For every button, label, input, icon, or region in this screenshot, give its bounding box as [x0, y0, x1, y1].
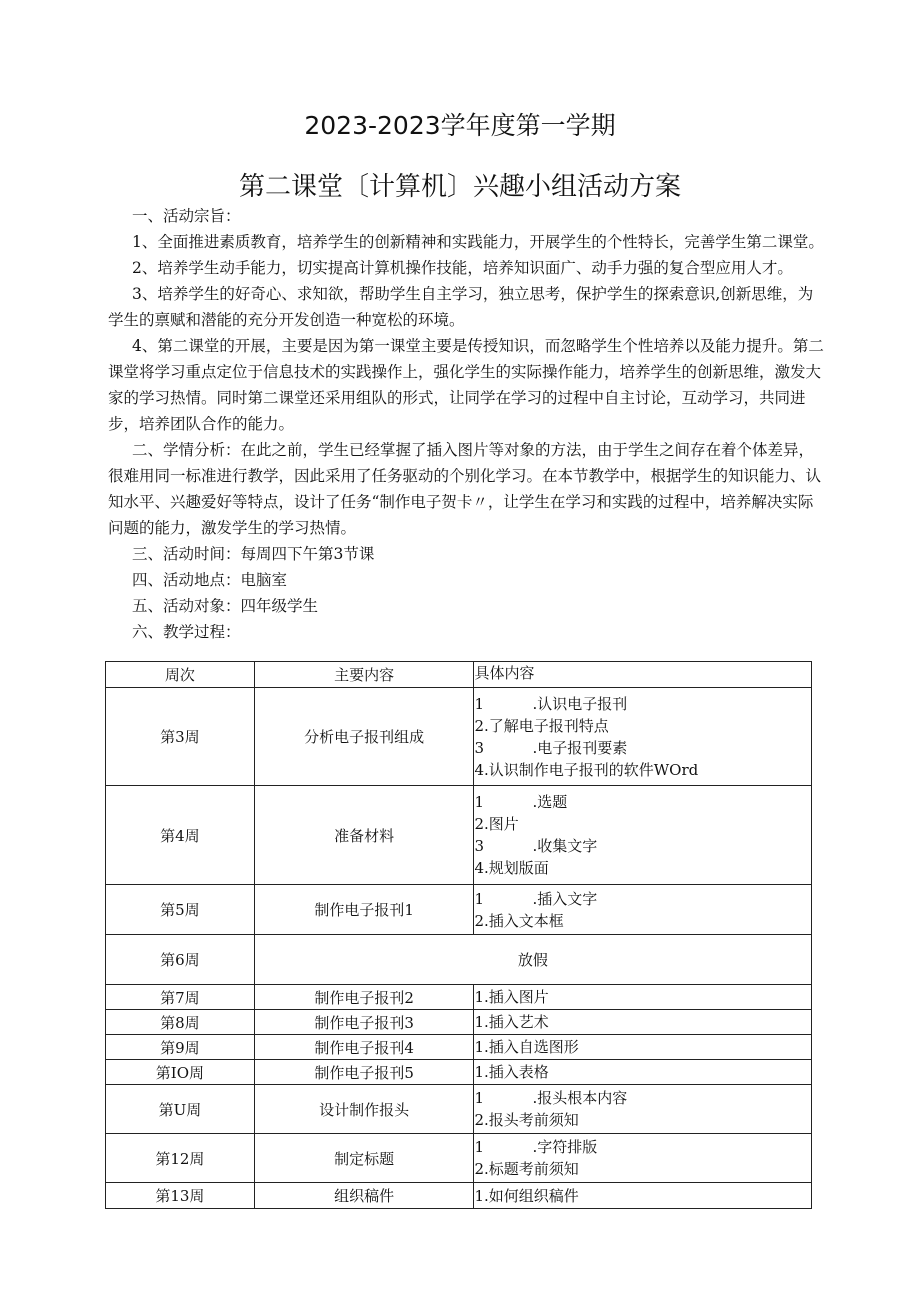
- cell-week: 第7周: [106, 985, 255, 1010]
- paragraph-analysis: 二、学情分析：在此之前，学生已经掌握了插入图片等对象的方法，由于学生之间存在着个体差异，很难用同一标准进行教学，因此采用了任务驱动的个别化学习。在本节教学中，根据学生的知识能力、认知水平、兴趣爱好等特点，设计了任务“制作电子贺卡〃，让学生在学习和实践的过程中，培养解决实际问题的能力，激发学生的学习热情。: [108, 441, 822, 537]
- detail-item-text: 2.图片: [474, 815, 519, 833]
- section-heading-process: 六、教学过程：: [132, 623, 241, 641]
- cell-topic: 设计制作报头: [254, 1085, 474, 1134]
- cell-details: [474, 1183, 812, 1209]
- detail-item: [474, 1109, 811, 1131]
- doc-title-main: 第二课堂〔计算机〕兴趣小组活动方案: [238, 172, 681, 202]
- detail-item-text: 1.如何组织稿件: [474, 1186, 579, 1205]
- cell-week: 第5周: [106, 885, 255, 935]
- detail-item-text: 1.插入表格: [474, 1063, 549, 1081]
- paragraph-purpose-3: 3、培养学生的好奇心、求知欲，帮助学生自主学习，独立思考，保护学生的探索意识,创新思维，为学生的禀赋和潜能的充分开发创造一种宽松的环境。: [108, 285, 814, 329]
- detail-item: [474, 1158, 811, 1180]
- cell-topic: 制作电子报刊5: [254, 1060, 474, 1085]
- cell-topic: 组织稿件: [254, 1183, 474, 1209]
- detail-item-text: 4.规划版面: [474, 859, 549, 877]
- cell-details: [474, 1085, 812, 1134]
- paragraph-purpose-2: 2、培养学生动手能力，切实提高计算机操作技能，培养知识面广、动手力强的复合型应用人才。: [132, 259, 793, 277]
- section-heading-purpose: 一、活动宗旨：: [132, 207, 241, 225]
- cell-week: 第13周: [106, 1183, 255, 1209]
- cell-week: 第IO周: [106, 1060, 255, 1085]
- detail-item-text: 1.插入图片: [474, 988, 549, 1006]
- cell-topic: 分析电子报刊组成: [254, 688, 474, 786]
- detail-item-text: .电子报刊要素: [532, 738, 628, 757]
- detail-item-text: 1.插入自选图形: [474, 1038, 579, 1056]
- detail-item-number: 1: [474, 1089, 484, 1107]
- detail-item: [474, 791, 811, 813]
- cell-topic: 制作电子报刊3: [254, 1010, 474, 1035]
- cell-week: 第8周: [106, 1010, 255, 1035]
- cell-week: 第12周: [106, 1134, 255, 1183]
- detail-item-number: 1: [474, 793, 484, 811]
- cell-details: [474, 985, 812, 1010]
- table-row: [106, 1134, 812, 1183]
- detail-item: [474, 813, 811, 835]
- detail-item: [474, 888, 811, 910]
- detail-item: [474, 759, 811, 781]
- table-row: [106, 1183, 812, 1209]
- cell-topic: 准备材料: [254, 786, 474, 885]
- detail-item: [474, 857, 811, 879]
- detail-item-number: 3: [474, 738, 484, 757]
- detail-item: [474, 986, 811, 1008]
- detail-item: [474, 1061, 811, 1083]
- table-row: [106, 935, 812, 985]
- detail-item-text: .选题: [532, 793, 568, 811]
- cell-details: [474, 885, 812, 935]
- cell-week: 第U周: [106, 1085, 255, 1134]
- table-row: [106, 1010, 812, 1035]
- cell-week: 第3周: [106, 688, 255, 786]
- cell-details: [474, 1010, 812, 1035]
- cell-details: [474, 1035, 812, 1060]
- header-topic: 主要内容: [254, 662, 474, 688]
- header-details: 具体内容: [474, 662, 812, 688]
- detail-item: [474, 1136, 811, 1158]
- cell-details: [474, 786, 812, 885]
- detail-item-text: 2.插入文本框: [474, 911, 564, 930]
- detail-item: [474, 910, 811, 932]
- cell-details: [474, 1060, 812, 1085]
- table-header-row: [106, 662, 812, 688]
- doc-body: [108, 203, 828, 645]
- paragraph-purpose-4: 4、第二课堂的开展，主要是因为第一课堂主要是传授知识，而忽略学生个性培养以及能力提升。第二课堂将学习重点定位于信息技术的实践操作上，强化学生的实际操作能力，培养学生的创新思维，激发大家的学习热情。同时第二课堂还采用组队的形式，让同学在学习的过程中自主讨论，互动学习，共同进步，培养团队合作的能力。: [108, 337, 824, 433]
- detail-item-number: 1: [474, 694, 484, 713]
- header-week: 周次: [106, 662, 255, 688]
- detail-item-text: 4.认识制作电子报刊的软件WOrd: [474, 760, 699, 779]
- detail-item: [474, 1011, 811, 1033]
- detail-item-text: .收集文字: [532, 837, 598, 855]
- detail-item: [474, 1087, 811, 1109]
- detail-item-text: 1.插入艺术: [474, 1013, 549, 1031]
- detail-item-number: 3: [474, 837, 484, 855]
- detail-item-number: 1: [474, 889, 484, 908]
- detail-item: [474, 737, 811, 759]
- table-row: [106, 786, 812, 885]
- paragraph-audience: 五、活动对象：四年级学生: [132, 597, 319, 615]
- cell-details: [474, 688, 812, 786]
- detail-item: [474, 1036, 811, 1058]
- cell-holiday: 放假: [254, 935, 811, 985]
- paragraph-location: 四、活动地点：电脑室: [132, 571, 288, 589]
- detail-item-text: 2.报头考前须知: [474, 1111, 579, 1129]
- cell-week: 第6周: [106, 935, 255, 985]
- cell-topic: 制作电子报刊1: [254, 885, 474, 935]
- cell-topic: 制作电子报刊4: [254, 1035, 474, 1060]
- table-row: [106, 1060, 812, 1085]
- doc-title-year: 2023-2023学年度第一学期: [304, 111, 616, 140]
- table-row: [106, 985, 812, 1010]
- cell-week: 第9周: [106, 1035, 255, 1060]
- paragraph-time: 三、活动时间：每周四下午第3节课: [132, 545, 375, 563]
- cell-topic: 制定标题: [254, 1134, 474, 1183]
- table-row: [106, 1035, 812, 1060]
- detail-item-text: .字符排版: [532, 1138, 598, 1156]
- detail-item-text: .插入文字: [532, 889, 598, 908]
- cell-week: 第4周: [106, 786, 255, 885]
- schedule-table: [105, 661, 812, 1209]
- detail-item: [474, 835, 811, 857]
- detail-item: [474, 1185, 811, 1207]
- detail-item-text: .认识电子报刊: [532, 694, 628, 713]
- detail-item-text: .报头根本内容: [532, 1089, 628, 1107]
- detail-item-number: 1: [474, 1138, 484, 1156]
- cell-details: [474, 1134, 812, 1183]
- table-row: [106, 1085, 812, 1134]
- detail-item: [474, 693, 811, 715]
- detail-item: [474, 715, 811, 737]
- paragraph-purpose-1: 1、全面推进素质教育，培养学生的创新精神和实践能力，开展学生的个性特长，完善学生第二课堂。: [132, 233, 824, 251]
- table-row: [106, 688, 812, 786]
- detail-item-text: 2.了解电子报刊特点: [474, 716, 609, 735]
- detail-item-text: 2.标题考前须知: [474, 1160, 579, 1178]
- cell-topic: 制作电子报刊2: [254, 985, 474, 1010]
- table-row: [106, 885, 812, 935]
